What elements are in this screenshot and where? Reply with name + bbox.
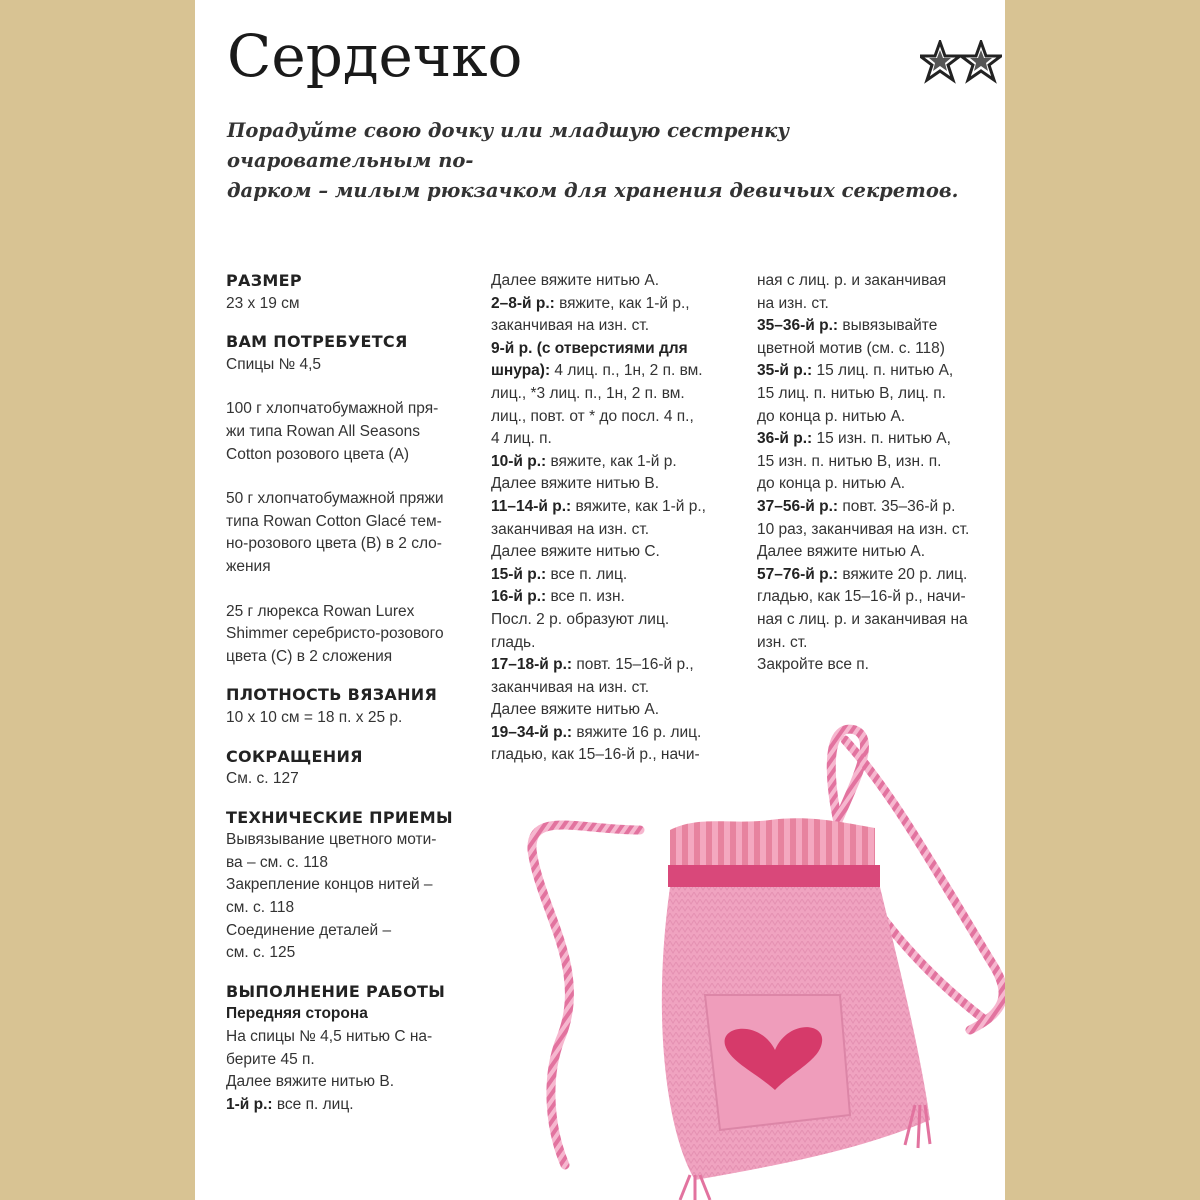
materials-heading: ВАМ ПОТРЕБУЕТСЯ xyxy=(226,332,408,352)
instruction-line: 35-й р.: 15 лиц. п. нитью А, xyxy=(757,362,954,380)
instruction-line: 10 раз, заканчивая на изн. ст. xyxy=(757,520,970,538)
instruction-line: 36-й р.: 15 изн. п. нитью А, xyxy=(757,430,951,448)
instruction-line: на изн. ст. xyxy=(757,294,829,312)
instruction-line: гладью, как 15–16-й р., начи- xyxy=(757,588,966,606)
instruction-line: заканчивая на изн. ст. xyxy=(491,317,650,335)
instructions-column-3 xyxy=(757,270,1005,677)
instruction-line: лиц., повт. от * до посл. 4 п., xyxy=(491,407,694,425)
work-heading: ВЫПОЛНЕНИЕ РАБОТЫ xyxy=(226,981,446,1001)
instruction-line: 17–18-й р.: повт. 15–16-й р., xyxy=(491,656,694,674)
star-icon xyxy=(961,42,1001,80)
instruction-line: 9-й р. (с отверстиями для xyxy=(491,339,688,357)
instruction-line: заканчивая на изн. ст. xyxy=(491,520,650,538)
instruction-line: Далее вяжите нитью А. xyxy=(491,701,660,719)
instructions-column-2 xyxy=(491,270,741,767)
instruction-line: 35–36-й р.: вывязывайте xyxy=(757,317,938,335)
instruction-line: шнура): 4 лиц. п., 1н, 2 п. вм. xyxy=(491,362,703,380)
instruction-line: 16-й р.: все п. изн. xyxy=(491,588,625,606)
page xyxy=(195,0,1005,1200)
instruction-line: изн. ст. xyxy=(757,633,808,651)
work-instructions: На спицы № 4,5 нитью С на- берите 45 п. Далее вяжите нитью В. 1-й р.: все п. лиц. xyxy=(226,1026,474,1116)
instruction-line: до конца р. нитью А. xyxy=(757,475,906,493)
gauge-value: 10 х 10 см = 18 п. х 25 р. xyxy=(226,708,403,726)
size-heading: РАЗМЕР xyxy=(226,271,302,290)
instruction-line: Далее вяжите нитью А. xyxy=(757,543,926,561)
instruction-line: гладью, как 15–16-й р., начи- xyxy=(491,746,700,764)
knitted-heart-backpack-image xyxy=(520,710,1005,1200)
instruction-line: до конца р. нитью А. xyxy=(757,407,906,425)
instruction-line: 37–56-й р.: повт. 35–36-й р. xyxy=(757,497,956,515)
instruction-line: 11–14-й р.: вяжите, как 1-й р., xyxy=(491,497,706,515)
instruction-line: гладь. xyxy=(491,633,536,651)
yarn-a-text: 100 г хлопчатобумажной пря- жи типа Rowan All Seasons Cotton розового цвета (А) xyxy=(226,400,439,463)
techniques-list: Вывязывание цветного моти- ва – см. с. 118 Закрепление концов нитей – см. с. 118 Соединение деталей – см. с. 125 xyxy=(226,831,437,962)
materials-column xyxy=(226,270,474,1116)
abbreviations-heading: СОКРАЩЕНИЯ xyxy=(226,746,363,766)
yarn-b-text: 50 г хлопчатобумажной пряжи типа Rowan Cotton Glacé тем- но-розового цвета (В) в 2 сло- жения xyxy=(226,490,444,575)
instruction-line: Далее вяжите нитью С. xyxy=(491,543,660,561)
difficulty-stars-icon xyxy=(920,40,1002,84)
intro-line: Порадуйте свою дочку или младшую сестренку очаровательным по- xyxy=(227,119,790,172)
front-side-subheading: Передняя сторона xyxy=(226,1005,368,1023)
intro-text xyxy=(227,116,997,206)
instruction-line: 15 изн. п. нитью В, изн. п. xyxy=(757,452,942,470)
star-icon xyxy=(920,42,960,80)
instruction-line: заканчивая на изн. ст. xyxy=(491,678,650,696)
yarn-c-text: 25 г люрекса Rowan Lurex Shimmer серебристо-розового цвета (С) в 2 сложения xyxy=(226,602,444,665)
instruction-line: 19–34-й р.: вяжите 16 р. лиц. xyxy=(491,723,702,741)
instruction-line: 15-й р.: все п. лиц. xyxy=(491,565,628,583)
page-title: Сердечко xyxy=(227,22,523,90)
instruction-line: цветной мотив (см. с. 118) xyxy=(757,339,945,357)
needles-text: Спицы № 4,5 xyxy=(226,355,322,373)
instruction-line: 10-й р.: вяжите, как 1-й р. xyxy=(491,452,677,470)
instruction-line: Далее вяжите нитью В. xyxy=(491,475,660,493)
abbreviations-value: См. с. 127 xyxy=(226,770,299,788)
instruction-line: лиц., *3 лиц. п., 1н, 2 п. вм. xyxy=(491,384,685,402)
instruction-line: Далее вяжите нитью А. xyxy=(491,272,660,289)
row-instruction: 1-й р.: все п. лиц. xyxy=(226,1095,354,1113)
instruction-line: 57–76-й р.: вяжите 20 р. лиц. xyxy=(757,565,968,583)
size-value: 23 х 19 см xyxy=(226,294,300,312)
instruction-line: Посл. 2 р. образуют лиц. xyxy=(491,610,670,628)
instruction-line: 15 лиц. п. нитью В, лиц. п. xyxy=(757,384,946,402)
intro-line: дарком – милым рюкзачком для хранения девичьих секретов. xyxy=(227,179,959,202)
instruction-line: ная с лиц. р. и заканчивая на xyxy=(757,610,968,628)
instruction-line: Закройте все п. xyxy=(757,656,869,674)
techniques-heading: ТЕХНИЧЕСКИЕ ПРИЕМЫ xyxy=(226,807,453,827)
instruction-line: ная с лиц. р. и заканчивая xyxy=(757,272,947,289)
instruction-line: 4 лиц. п. xyxy=(491,430,552,448)
instruction-line: 2–8-й р.: вяжите, как 1-й р., xyxy=(491,294,690,312)
gauge-heading: ПЛОТНОСТЬ ВЯЗАНИЯ xyxy=(226,685,438,705)
